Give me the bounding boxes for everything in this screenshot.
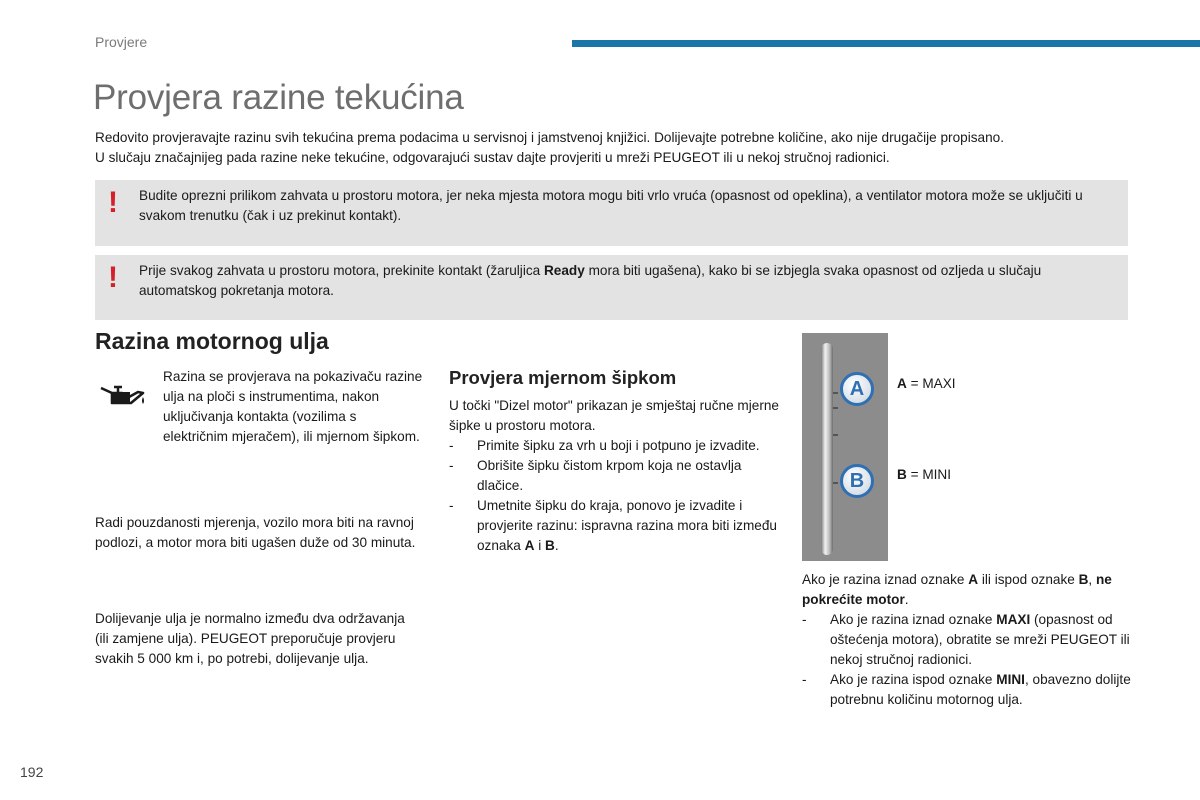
warning-box-1 — [95, 180, 1128, 246]
oil-para-1: Razina se provjerava na pokazivaču razine ulja na ploči s instrumentima, nakon uključivanja kontakta (vozilima s električnim mjeračem), ili mjernom šipkom. — [163, 369, 423, 444]
warning-text-1: Budite oprezni prilikom zahvata u prostoru motora, jer neka mjesta motora mogu biti vrlo vruća (opasnost od opeklina), a ventilator motora može se uključiti u svakom trenutku (čak i uz prekinut kontakt). — [139, 188, 1083, 223]
label-mini: B = MINI — [897, 467, 952, 482]
intro-line-1: Redovito provjeravajte razinu svih tekućina prema podacima u servisnoj i jamstvenoj knjižici. Dolijevajte potrebne količine, ako nije drugačije propisano. — [95, 130, 1004, 145]
list-item: - Primite šipku za vrh u boji i potpuno je izvadite. — [449, 436, 779, 456]
level-paragraph: Ako je razina iznad oznake A ili ispod oznake B, ne pokrećite motor. — [802, 572, 1112, 607]
oil-para-2: Radi pouzdanosti mjerenja, vozilo mora biti na ravnoj podlozi, a motor mora biti ugašen duže od 30 minuta. — [95, 515, 416, 550]
list-item: - Ako je razina iznad oznake MAXI (opasnost od oštećenja motora), obratite se mreži PEUGEOT ili nekoj stručnoj radionici. — [802, 610, 1142, 670]
level-guidance — [802, 570, 1142, 710]
dipstick-instructions — [449, 396, 779, 556]
warning-box-2 — [95, 255, 1128, 320]
dipstick-intro: U točki "Dizel motor" prikazan je smještaj ručne mjerne šipke u prostoru motora. — [449, 398, 779, 433]
dipstick-figure — [802, 333, 888, 561]
dipstick-illustration — [802, 333, 888, 561]
exclamation-icon: ! — [108, 186, 118, 219]
header-rule — [572, 40, 1200, 47]
oil-para-3: Dolijevanje ulja je normalno između dva održavanja (ili zamjene ulja). PEUGEOT preporučuje provjeru svakih 5 000 km i, po potrebi, dolijevanje ulja. — [95, 611, 405, 666]
warning-text-2: Prije svakog zahvata u prostoru motora, prekinite kontakt (žaruljica Ready mora biti ugašena), kako bi se izbjegla svaka opasnost od ozljeda u slučaju automatskog pokretanja motora. — [139, 263, 1042, 298]
intro-line-2: U slučaju značajnijeg pada razine neke tekućine, odgovarajući sustav dajte provjeriti u mreži PEUGEOT ili u nekoj stručnoj radionici. — [95, 150, 890, 165]
exclamation-icon: ! — [108, 261, 118, 294]
dipstick-steps — [449, 436, 779, 556]
oil-level-heading: Razina motornog ulja — [95, 328, 329, 354]
marker-b-icon: B — [840, 464, 874, 498]
intro-text — [95, 128, 1135, 168]
page-number: 192 — [20, 764, 44, 780]
marker-a-icon: A — [840, 372, 874, 406]
list-item: - Umetnite šipku do kraja, ponovo je izvadite i provjerite razinu: ispravna razina mora biti između oznaka A i B. — [449, 496, 779, 556]
label-maxi: A = MAXI — [897, 376, 956, 391]
page-title: Provjera razine tekućina — [93, 78, 464, 117]
list-item: - Ako je razina ispod oznake MINI, obavezno dolijte potrebnu količinu motornog ulja. — [802, 670, 1142, 710]
level-list — [802, 610, 1142, 710]
section-label: Provjere — [95, 34, 148, 50]
list-item: - Obrišite šipku čistom krpom koja ne ostavlja dlačice. — [449, 456, 779, 496]
dipstick-heading: Provjera mjernom šipkom — [449, 367, 677, 388]
oil-can-icon — [98, 384, 146, 415]
